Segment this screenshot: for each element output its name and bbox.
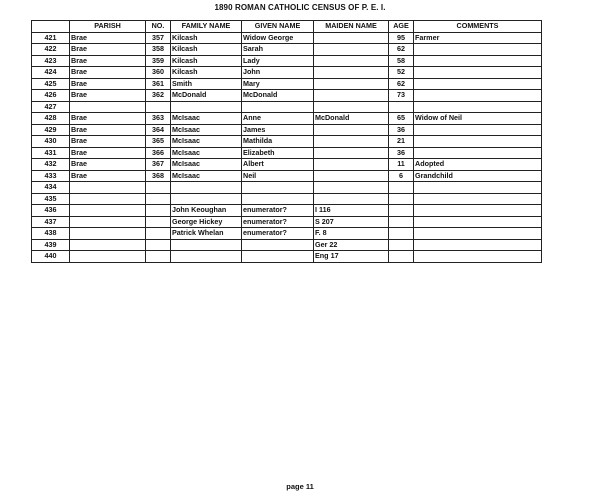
row-number: 434 bbox=[32, 182, 70, 194]
age-cell bbox=[389, 228, 414, 240]
row-number: 427 bbox=[32, 101, 70, 113]
parish-cell bbox=[70, 228, 146, 240]
parish-cell: Brae bbox=[70, 44, 146, 56]
comments-cell bbox=[414, 136, 542, 148]
parish-cell bbox=[70, 205, 146, 217]
no-cell: 368 bbox=[146, 170, 171, 182]
maiden-name-cell: S 207 bbox=[314, 216, 389, 228]
header-parish: PARISH bbox=[70, 21, 146, 33]
table-row bbox=[32, 55, 542, 67]
row-number: 439 bbox=[32, 239, 70, 251]
no-cell bbox=[146, 216, 171, 228]
family-name-cell: McIsaac bbox=[171, 113, 242, 125]
header-age: AGE bbox=[389, 21, 414, 33]
family-name-cell: Kilcash bbox=[171, 32, 242, 44]
given-name-cell bbox=[242, 182, 314, 194]
table-row bbox=[32, 32, 542, 44]
maiden-name-cell bbox=[314, 147, 389, 159]
age-cell bbox=[389, 193, 414, 205]
age-cell: 95 bbox=[389, 32, 414, 44]
row-number: 429 bbox=[32, 124, 70, 136]
family-name-cell bbox=[171, 251, 242, 263]
comments-cell bbox=[414, 90, 542, 102]
family-name-cell: McDonald bbox=[171, 90, 242, 102]
parish-cell: Brae bbox=[70, 170, 146, 182]
no-cell: 367 bbox=[146, 159, 171, 171]
comments-cell bbox=[414, 124, 542, 136]
family-name-cell: McIsaac bbox=[171, 147, 242, 159]
row-number: 426 bbox=[32, 90, 70, 102]
age-cell: 52 bbox=[389, 67, 414, 79]
age-cell bbox=[389, 216, 414, 228]
maiden-name-cell bbox=[314, 32, 389, 44]
parish-cell bbox=[70, 251, 146, 263]
family-name-cell bbox=[171, 182, 242, 194]
family-name-cell: Kilcash bbox=[171, 55, 242, 67]
comments-cell bbox=[414, 239, 542, 251]
given-name-cell: McDonald bbox=[242, 90, 314, 102]
age-cell: 62 bbox=[389, 44, 414, 56]
maiden-name-cell bbox=[314, 90, 389, 102]
given-name-cell: Widow George bbox=[242, 32, 314, 44]
maiden-name-cell bbox=[314, 55, 389, 67]
family-name-cell: Kilcash bbox=[171, 67, 242, 79]
table-row bbox=[32, 205, 542, 217]
table-row bbox=[32, 113, 542, 125]
age-cell: 36 bbox=[389, 147, 414, 159]
comments-cell bbox=[414, 182, 542, 194]
parish-cell: Brae bbox=[70, 159, 146, 171]
no-cell: 364 bbox=[146, 124, 171, 136]
header-given-name: GIVEN NAME bbox=[242, 21, 314, 33]
comments-cell: Grandchild bbox=[414, 170, 542, 182]
table-row bbox=[32, 193, 542, 205]
given-name-cell: John bbox=[242, 67, 314, 79]
age-cell bbox=[389, 239, 414, 251]
comments-cell: Farmer bbox=[414, 32, 542, 44]
header-no: NO. bbox=[146, 21, 171, 33]
census-table bbox=[31, 20, 542, 263]
maiden-name-cell bbox=[314, 159, 389, 171]
no-cell bbox=[146, 193, 171, 205]
row-number: 422 bbox=[32, 44, 70, 56]
family-name-cell: McIsaac bbox=[171, 124, 242, 136]
given-name-cell: Anne bbox=[242, 113, 314, 125]
maiden-name-cell bbox=[314, 136, 389, 148]
row-number: 438 bbox=[32, 228, 70, 240]
no-cell: 359 bbox=[146, 55, 171, 67]
table-row bbox=[32, 67, 542, 79]
row-number: 421 bbox=[32, 32, 70, 44]
given-name-cell: Mary bbox=[242, 78, 314, 90]
parish-cell bbox=[70, 101, 146, 113]
header-family-name: FAMILY NAME bbox=[171, 21, 242, 33]
no-cell bbox=[146, 205, 171, 217]
table-row bbox=[32, 251, 542, 263]
table-row bbox=[32, 147, 542, 159]
family-name-cell: Patrick Whelan bbox=[171, 228, 242, 240]
age-cell bbox=[389, 182, 414, 194]
age-cell: 11 bbox=[389, 159, 414, 171]
row-number: 424 bbox=[32, 67, 70, 79]
table-row bbox=[32, 170, 542, 182]
maiden-name-cell bbox=[314, 170, 389, 182]
comments-cell bbox=[414, 251, 542, 263]
maiden-name-cell bbox=[314, 182, 389, 194]
table-row bbox=[32, 216, 542, 228]
parish-cell bbox=[70, 216, 146, 228]
table-header bbox=[32, 21, 542, 33]
maiden-name-cell bbox=[314, 193, 389, 205]
header-row bbox=[32, 21, 542, 33]
parish-cell: Brae bbox=[70, 90, 146, 102]
family-name-cell: McIsaac bbox=[171, 159, 242, 171]
age-cell bbox=[389, 101, 414, 113]
family-name-cell: George Hickey bbox=[171, 216, 242, 228]
table-row bbox=[32, 101, 542, 113]
page-title: 1890 ROMAN CATHOLIC CENSUS OF P. E. I. bbox=[214, 3, 386, 12]
no-cell: 361 bbox=[146, 78, 171, 90]
header-comments: COMMENTS bbox=[414, 21, 542, 33]
comments-cell bbox=[414, 78, 542, 90]
table-row bbox=[32, 124, 542, 136]
row-number: 437 bbox=[32, 216, 70, 228]
comments-cell bbox=[414, 44, 542, 56]
family-name-cell: McIsaac bbox=[171, 136, 242, 148]
no-cell: 365 bbox=[146, 136, 171, 148]
table-row bbox=[32, 182, 542, 194]
given-name-cell: James bbox=[242, 124, 314, 136]
table-row bbox=[32, 78, 542, 90]
comments-cell bbox=[414, 228, 542, 240]
maiden-name-cell: Eng 17 bbox=[314, 251, 389, 263]
family-name-cell: Kilcash bbox=[171, 44, 242, 56]
no-cell bbox=[146, 101, 171, 113]
parish-cell: Brae bbox=[70, 124, 146, 136]
table-row bbox=[32, 228, 542, 240]
row-number: 431 bbox=[32, 147, 70, 159]
row-number: 436 bbox=[32, 205, 70, 217]
parish-cell: Brae bbox=[70, 32, 146, 44]
table-row bbox=[32, 136, 542, 148]
age-cell: 21 bbox=[389, 136, 414, 148]
row-number: 433 bbox=[32, 170, 70, 182]
maiden-name-cell bbox=[314, 124, 389, 136]
comments-cell bbox=[414, 216, 542, 228]
given-name-cell: enumerator? bbox=[242, 228, 314, 240]
given-name-cell: enumerator? bbox=[242, 216, 314, 228]
family-name-cell bbox=[171, 239, 242, 251]
given-name-cell bbox=[242, 239, 314, 251]
family-name-cell bbox=[171, 193, 242, 205]
no-cell bbox=[146, 239, 171, 251]
age-cell: 36 bbox=[389, 124, 414, 136]
no-cell bbox=[146, 182, 171, 194]
age-cell: 6 bbox=[389, 170, 414, 182]
no-cell: 362 bbox=[146, 90, 171, 102]
no-cell: 357 bbox=[146, 32, 171, 44]
given-name-cell: Albert bbox=[242, 159, 314, 171]
table-body bbox=[32, 32, 542, 262]
row-number: 428 bbox=[32, 113, 70, 125]
parish-cell: Brae bbox=[70, 136, 146, 148]
family-name-cell: McIsaac bbox=[171, 170, 242, 182]
parish-cell: Brae bbox=[70, 147, 146, 159]
maiden-name-cell bbox=[314, 67, 389, 79]
no-cell bbox=[146, 228, 171, 240]
header-row-number bbox=[32, 21, 70, 33]
parish-cell: Brae bbox=[70, 113, 146, 125]
age-cell bbox=[389, 251, 414, 263]
comments-cell bbox=[414, 55, 542, 67]
no-cell: 360 bbox=[146, 67, 171, 79]
age-cell: 58 bbox=[389, 55, 414, 67]
parish-cell bbox=[70, 193, 146, 205]
age-cell: 65 bbox=[389, 113, 414, 125]
maiden-name-cell bbox=[314, 78, 389, 90]
given-name-cell: enumerator? bbox=[242, 205, 314, 217]
table-row bbox=[32, 239, 542, 251]
row-number: 423 bbox=[32, 55, 70, 67]
given-name-cell: Mathilda bbox=[242, 136, 314, 148]
parish-cell bbox=[70, 239, 146, 251]
parish-cell: Brae bbox=[70, 78, 146, 90]
given-name-cell bbox=[242, 193, 314, 205]
comments-cell bbox=[414, 67, 542, 79]
table-row bbox=[32, 159, 542, 171]
given-name-cell: Lady bbox=[242, 55, 314, 67]
given-name-cell bbox=[242, 101, 314, 113]
given-name-cell: Neil bbox=[242, 170, 314, 182]
page-number: page 11 bbox=[286, 482, 314, 491]
comments-cell: Widow of Neil bbox=[414, 113, 542, 125]
table-row bbox=[32, 90, 542, 102]
family-name-cell: John Keoughan bbox=[171, 205, 242, 217]
age-cell: 62 bbox=[389, 78, 414, 90]
comments-cell bbox=[414, 193, 542, 205]
age-cell: 73 bbox=[389, 90, 414, 102]
given-name-cell bbox=[242, 251, 314, 263]
maiden-name-cell: F. 8 bbox=[314, 228, 389, 240]
parish-cell bbox=[70, 182, 146, 194]
row-number: 435 bbox=[32, 193, 70, 205]
comments-cell bbox=[414, 101, 542, 113]
given-name-cell: Elizabeth bbox=[242, 147, 314, 159]
row-number: 432 bbox=[32, 159, 70, 171]
maiden-name-cell: Ger 22 bbox=[314, 239, 389, 251]
table-row bbox=[32, 44, 542, 56]
comments-cell bbox=[414, 147, 542, 159]
family-name-cell: Smith bbox=[171, 78, 242, 90]
no-cell: 363 bbox=[146, 113, 171, 125]
row-number: 440 bbox=[32, 251, 70, 263]
no-cell bbox=[146, 251, 171, 263]
maiden-name-cell: McDonald bbox=[314, 113, 389, 125]
no-cell: 358 bbox=[146, 44, 171, 56]
family-name-cell bbox=[171, 101, 242, 113]
age-cell bbox=[389, 205, 414, 217]
parish-cell: Brae bbox=[70, 67, 146, 79]
maiden-name-cell: I 116 bbox=[314, 205, 389, 217]
comments-cell bbox=[414, 205, 542, 217]
maiden-name-cell bbox=[314, 44, 389, 56]
given-name-cell: Sarah bbox=[242, 44, 314, 56]
comments-cell: Adopted bbox=[414, 159, 542, 171]
no-cell: 366 bbox=[146, 147, 171, 159]
maiden-name-cell bbox=[314, 101, 389, 113]
row-number: 425 bbox=[32, 78, 70, 90]
header-maiden-name: MAIDEN NAME bbox=[314, 21, 389, 33]
parish-cell: Brae bbox=[70, 55, 146, 67]
row-number: 430 bbox=[32, 136, 70, 148]
